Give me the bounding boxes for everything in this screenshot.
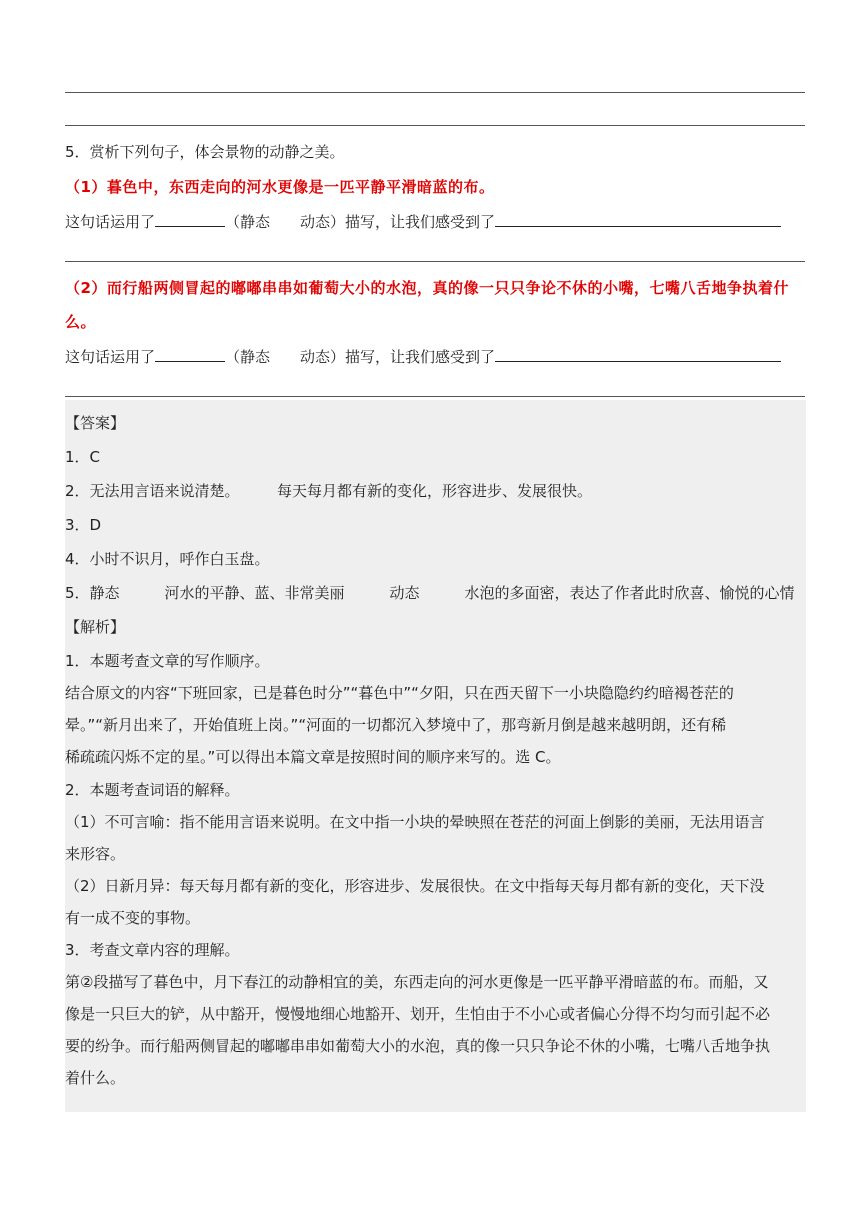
analysis-line: （1）不可言喻：指不能用言语来说明。在文中指一小块的晕映照在苍茫的河面上倒影的美丽，无法用语言 [65,813,765,831]
answer-item: 5．静态 河水的平静、蓝、非常美丽 动态 水泡的多面密，表达了作者此时欣喜、愉悦的心情 [65,584,795,602]
analysis-line: 像是一只巨大的铲，从中豁开，慢慢地细心地豁开、划开，生怕由于不小心或者偏心分得不均匀而引起不必 [65,1005,771,1023]
fill-blank-style[interactable] [155,347,225,362]
answer-item: 4．小时不识月，呼作白玉盘。 [65,550,270,568]
analysis-line: 着什么。 [65,1069,126,1087]
analysis-line: 1．本题考查文章的写作顺序。 [65,652,270,670]
fill-prefix: 这句话运用了 [65,213,156,231]
answer-rule-line [65,261,805,262]
answer-rule-line [65,125,805,126]
analysis-line: 稀疏疏闪烁不定的星。”可以得出本篇文章是按照时间的顺序来写的。选 C。 [65,748,561,766]
fill-blank-style[interactable] [155,212,225,227]
analysis-line: 晕。”“新月出来了，开始值班上岗。”“河面的一切都沉入梦境中了，那弯新月倒是越来越明朗，还有稀 [65,716,727,734]
question-5-1-fill-line [65,212,805,231]
question-5-2-fill-line [65,347,805,366]
analysis-line: 有一成不变的事物。 [65,909,201,927]
analysis-line: 2．本题考查词语的解释。 [65,781,240,799]
answer-item: 1．C [65,448,101,466]
analysis-line: 来形容。 [65,845,126,863]
question-5-title: 5．赏析下列句子，体会景物的动静之美。 [65,143,345,161]
answer-item: 2．无法用言语来说清楚。 每天每月都有新的变化，形容进步、发展很快。 [65,482,593,500]
fill-options: （静态 动态）描写，让我们感受到了 [225,213,496,231]
answer-rule-line [65,396,805,397]
analysis-line: （2）日新月异：每天每月都有新的变化，形容进步、发展很快。在文中指每天每月都有新的变化，天下没 [65,877,765,895]
fill-blank-feeling[interactable] [495,212,781,227]
analysis-line: 第②段描写了暮色中，月下春江的动静相宜的美，东西走向的河水更像是一匹平静平滑暗蓝的布。而船，又 [65,973,769,991]
analysis-line: 结合原文的内容“下班回家，已是暮色时分”“暮色中”“夕阳，只在西天留下一小块隐隐约约暗褐苍茫的 [65,684,734,702]
fill-blank-feeling[interactable] [495,347,781,362]
analysis-line: 3．考查文章内容的理解。 [65,941,240,959]
analysis-line: 要的纷争。而行船两侧冒起的嘟嘟串串如葡萄大小的水泡，真的像一只只争论不休的小嘴，七嘴八舌地争执 [65,1037,771,1055]
question-5-sentence-2-line-2: 么。 [65,313,97,331]
question-5-sentence-2-line-1: （2）而行船两侧冒起的嘟嘟串串如葡萄大小的水泡，真的像一只只争论不休的小嘴，七嘴八舌地争执着什 [65,279,789,297]
answer-item: 3．D [65,516,102,534]
fill-prefix: 这句话运用了 [65,348,156,366]
question-5-sentence-1: （1）暮色中，东西走向的河水更像是一匹平静平滑暗蓝的布。 [65,178,495,196]
analysis-header: 【解析】 [65,618,126,636]
fill-options: （静态 动态）描写，让我们感受到了 [225,348,496,366]
answer-rule-line [65,92,805,93]
answer-header: 【答案】 [65,414,126,432]
